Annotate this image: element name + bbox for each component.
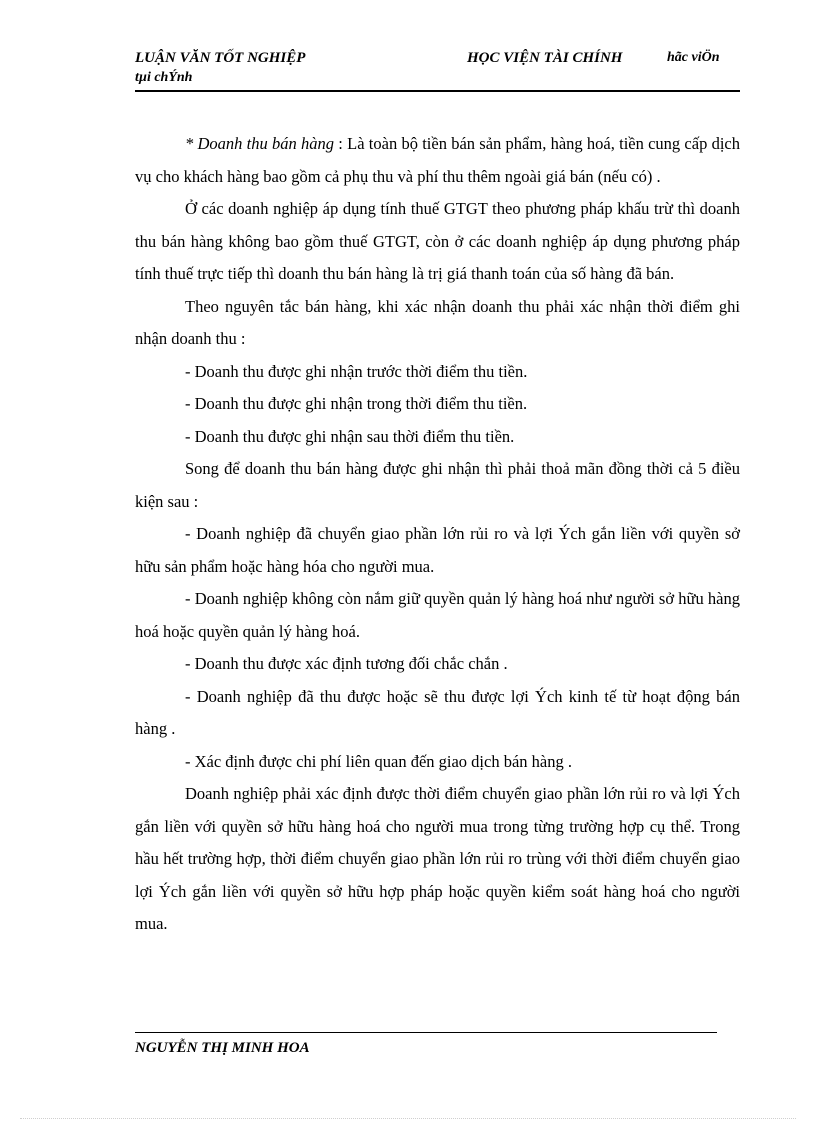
condition-risk-transfer: - Doanh nghiệp đã chuyển giao phần lớn rủi ro và lợi Ých gắn liền với quyền sở hữu sản phẩm hoặc hàng hóa cho người mua. [135,524,740,576]
list-item-before-payment: - Doanh thu được ghi nhận trước thời điểm thu tiền. [185,361,528,381]
paragraph-five-conditions: Song để doanh thu bán hàng được ghi nhận thì phải thoả mãn đồng thời cả 5 điều kiện sau : [135,459,740,511]
page-edge-divider [20,1118,796,1119]
paragraph-revenue-definition [135,128,740,193]
paragraph-vat-method: Ở các doanh nghiệp áp dụng tính thuế GTGT theo phương pháp khấu trừ thì doanh thu bán hàng không bao gồm thuế GTGT, còn ở các doanh nghiệp áp dụng phương pháp tính thuế trực tiếp thì doanh thu bán hàng là trị giá thanh toán của số hàng đã bán. [135,199,740,283]
header-institution-garbled: hãc viÖn [667,50,720,65]
paragraph-sales-principle: Theo nguyên tắc bán hàng, khi xác nhận doanh thu phải xác nhận thời điểm ghi nhận doanh thu : [135,296,740,348]
revenue-definition-text: : Là toàn bộ tiền bán sản phẩm, hàng hoá, tiền cung cấp dịch vụ cho khách hàng bao gồm cả phụ thu và phí thu thêm ngoài giá bán (nếu có) . [135,134,740,186]
condition-no-control: - Doanh nghiệp không còn nắm giữ quyền quản lý hàng hoá như người sở hữu hàng hoá hoặc quyền quản lý hàng hoá. [135,589,740,641]
condition-reliable-measure: - Doanh thu được xác định tương đối chắc chắn . [185,654,508,673]
list-item-after-payment: - Doanh thu được ghi nhận sau thời điểm thu tiền. [185,426,515,446]
paragraph-risk-transfer-timing: Doanh nghiệp phải xác định được thời điểm chuyển giao phần lớn rủi ro và lợi Ých gắn liền với quyền sở hữu hàng hoá cho người mua trong từng trường hợp cụ thể. Trong hầu hết trường hợp, thời điểm chuyển giao phần lớn rủi ro trùng với thời điểm chuyển giao lợi Ých gắn liền với quyền sở hữu hợp pháp hoặc quyền kiểm soát hàng hoá cho người mua. [135,784,740,933]
footer-author: NGUYỄN THỊ MINH HOA [135,1040,310,1056]
list-item-during-payment: - Doanh thu được ghi nhận trong thời điểm thu tiền. [185,394,528,413]
condition-cost-measure: - Xác định được chi phí liên quan đến giao dịch bán hàng . [185,751,572,771]
footer-divider [135,1032,717,1033]
header-subtitle: tµi chÝnh [135,70,193,85]
body-content [135,128,740,941]
condition-economic-benefit: - Doanh nghiệp đã thu được hoặc sẽ thu được lợi Ých kinh tế từ hoạt động bán hàng . [135,686,740,738]
revenue-term: * Doanh thu bán hàng [185,134,335,153]
header-institution: HỌC VIỆN TÀI CHÍNH [467,50,623,66]
page-header [135,48,740,92]
header-thesis-title: LUẬN VĂN TỐT NGHIỆP [135,50,306,66]
